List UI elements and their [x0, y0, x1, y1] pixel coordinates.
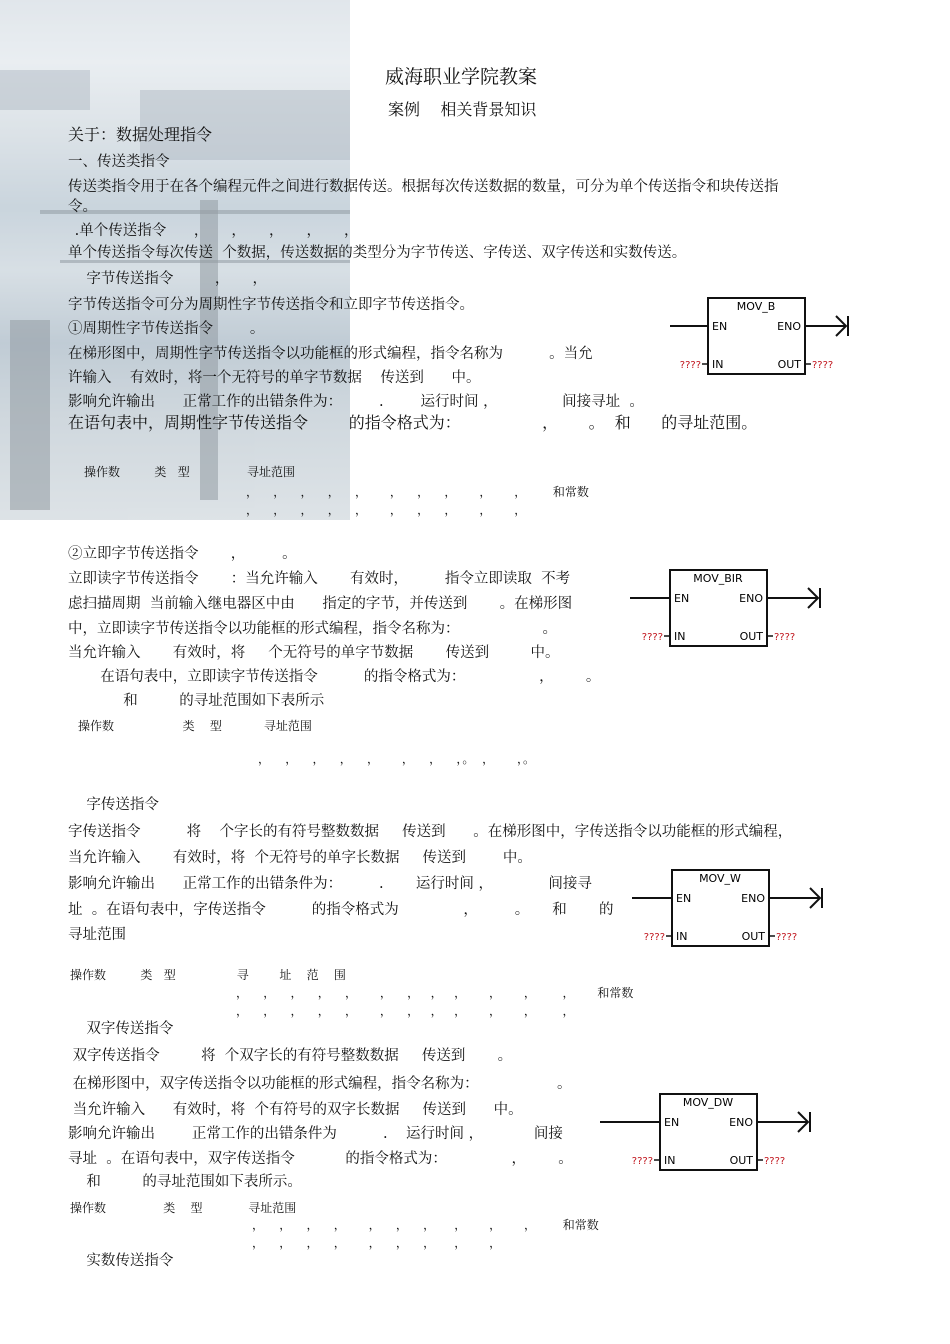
paragraph: 寻址范围 — [68, 927, 126, 943]
paragraph: 立即读字节传送指令 ：当允许输入 有效时， 指令立即读取 不考 — [68, 571, 571, 587]
in-operand: ???? — [679, 360, 701, 371]
table-row: ， ， ， ， ， ， ， ， ， ， 和常数 — [252, 1218, 599, 1232]
out-operand: ???? — [764, 1156, 786, 1167]
paragraph: 当允许输入 有效时，将 个有符号的双字长数据 传送到 中。 — [68, 1102, 523, 1118]
topic-heading: 关于：数据处理指令 — [68, 125, 213, 144]
paragraph: 双字传送指令 将 个双字长的有符号整数数据 传送到 。 — [68, 1048, 513, 1064]
eno-pin: ENO — [741, 892, 765, 905]
in-pin: IN — [674, 630, 686, 643]
page-title: 威海职业学院教案 — [385, 66, 538, 88]
table-row: ， ， ， ， ， ， ， ， ， ， ， ， 和常数 — [236, 986, 634, 1000]
paragraph: 中，立即读字节传送指令以功能框的形式编程，指令名称为： 。 — [68, 621, 557, 637]
table-header: 操作数 类 型 寻址范围 — [84, 465, 295, 479]
out-pin: OUT — [729, 1154, 753, 1167]
paragraph: 在梯形图中，双字传送指令以功能框的形式编程，指令名称为： 。 — [68, 1076, 572, 1092]
eno-pin: ENO — [729, 1116, 753, 1129]
subsection-heading: 实数传送指令 — [68, 1253, 174, 1269]
paragraph: 当允许输入 有效时，将 个无符号的单字长数据 传送到 中。 — [68, 850, 532, 866]
out-operand: ???? — [774, 632, 796, 643]
in-pin: IN — [676, 930, 688, 943]
en-pin: EN — [664, 1116, 680, 1129]
table-row: ， ， ， ， ， ， ， ， ， — [252, 1236, 502, 1250]
paragraph: 影响允许输出 正常工作的出错条件为： . 运行时间 ， 间接寻址 。 — [68, 394, 644, 410]
eno-pin: ENO — [739, 592, 763, 605]
paragraph: 虑扫描周期 当前输入继电器区中由 指定的字节，并传送到 。在梯形图 — [68, 596, 573, 612]
subsection-heading: 字节传送指令 ， ， — [68, 271, 267, 287]
paragraph: 在语句表中，立即读字节传送指令 的指令格式为： ， 。 — [68, 669, 601, 685]
mov-b-box — [668, 296, 858, 382]
paragraph: 址 。在语句表中，字传送指令 的指令格式为 ， 。 和 的 — [68, 902, 614, 918]
box-title: MOV_BIR — [693, 572, 743, 585]
box-title: MOV_W — [699, 872, 741, 885]
table-row: ， ， ， ， ， ， ， ，。 ， ，。 — [258, 752, 535, 766]
out-pin: OUT — [739, 630, 763, 643]
table-row: ， ， ， ， ， ， ， ， ， ， — [246, 503, 527, 517]
subsection-heading: ②立即字节传送指令 ， 。 — [68, 546, 297, 562]
en-pin: EN — [674, 592, 690, 605]
page-subtitle: 案例 相关背景知识 — [388, 100, 537, 119]
en-pin: EN — [712, 320, 728, 333]
mov-bir-box — [628, 568, 838, 654]
out-operand: ???? — [776, 932, 798, 943]
paragraph: 字节传送指令可分为周期性字节传送指令和立即字节传送指令。 — [68, 297, 474, 313]
paragraph: 和 的寻址范围如下表所示。 — [68, 1174, 302, 1190]
mov-w-box — [630, 868, 840, 954]
in-operand: ???? — [641, 632, 663, 643]
table-header: 操作数 类 型 寻址范围 — [78, 719, 312, 733]
paragraph: 在语句表中，周期性字节传送指令 的指令格式为： ， 。 和 的寻址范围。 — [68, 413, 758, 432]
paragraph: 影响允许输出 正常工作的出错条件为： . 运行时间 ， 间接寻 — [68, 876, 592, 892]
table-row: ， ， ， ， ， ， ， ， ， ， ， ， — [236, 1004, 575, 1018]
paragraph: 当允许输入 有效时，将 个无符号的单字节数据 传送到 中。 — [68, 645, 560, 661]
in-operand: ???? — [631, 1156, 653, 1167]
subsection-heading: 字传送指令 — [68, 797, 159, 813]
eno-pin: ENO — [777, 320, 801, 333]
out-operand: ???? — [812, 360, 834, 371]
paragraph: 单个传送指令每次传送 个数据，传送数据的类型分为字节传送、字传送、双字传送和实数传送。 — [68, 245, 687, 261]
out-pin: OUT — [741, 930, 765, 943]
in-pin: IN — [712, 358, 724, 371]
out-pin: OUT — [777, 358, 801, 371]
table-header: 操作数 类 型 寻 址 范 围 — [70, 968, 346, 982]
paragraph: 寻址 。在语句表中，双字传送指令 的指令格式为： ， 。 — [68, 1151, 573, 1167]
table-header: 操作数 类 型 寻址范围 — [70, 1201, 297, 1215]
subsection-heading: 双字传送指令 — [68, 1021, 174, 1037]
paragraph: 许输入 有效时，将一个无符号的单字节数据 传送到 中。 — [68, 370, 481, 386]
paragraph: 和 的寻址范围如下表所示 — [68, 693, 325, 709]
paragraph: 字传送指令 将 个字长的有符号整数数据 传送到 。在梯形图中，字传送指令以功能框的形式编程， — [68, 824, 793, 840]
in-pin: IN — [664, 1154, 676, 1167]
en-pin: EN — [676, 892, 692, 905]
subsection-heading: ①周期性字节传送指令 。 — [68, 321, 265, 337]
paragraph: 在梯形图中，周期性字节传送指令以功能框的形式编程，指令名称为 。当允 — [68, 346, 593, 362]
subsection-heading: .单个传送指令 ， ， ， ， ， — [70, 223, 359, 239]
box-title: MOV_B — [736, 300, 776, 313]
in-operand: ???? — [643, 932, 665, 943]
paragraph: 影响允许输出 正常工作的出错条件为 . 运行时间 ， 间接 — [68, 1126, 563, 1142]
section-heading: 一、传送类指令 — [68, 154, 170, 170]
paragraph: 令。 — [68, 199, 97, 215]
mov-dw-box — [598, 1092, 828, 1178]
paragraph: 传送类指令用于在各个编程元件之间进行数据传送。根据每次传送数据的数量，可分为单个传送指令和块传送指 — [68, 179, 779, 195]
table-row: ， ， ， ， ， ， ， ， ， ， 和常数 — [246, 485, 589, 499]
box-title: MOV_DW — [682, 1096, 734, 1109]
